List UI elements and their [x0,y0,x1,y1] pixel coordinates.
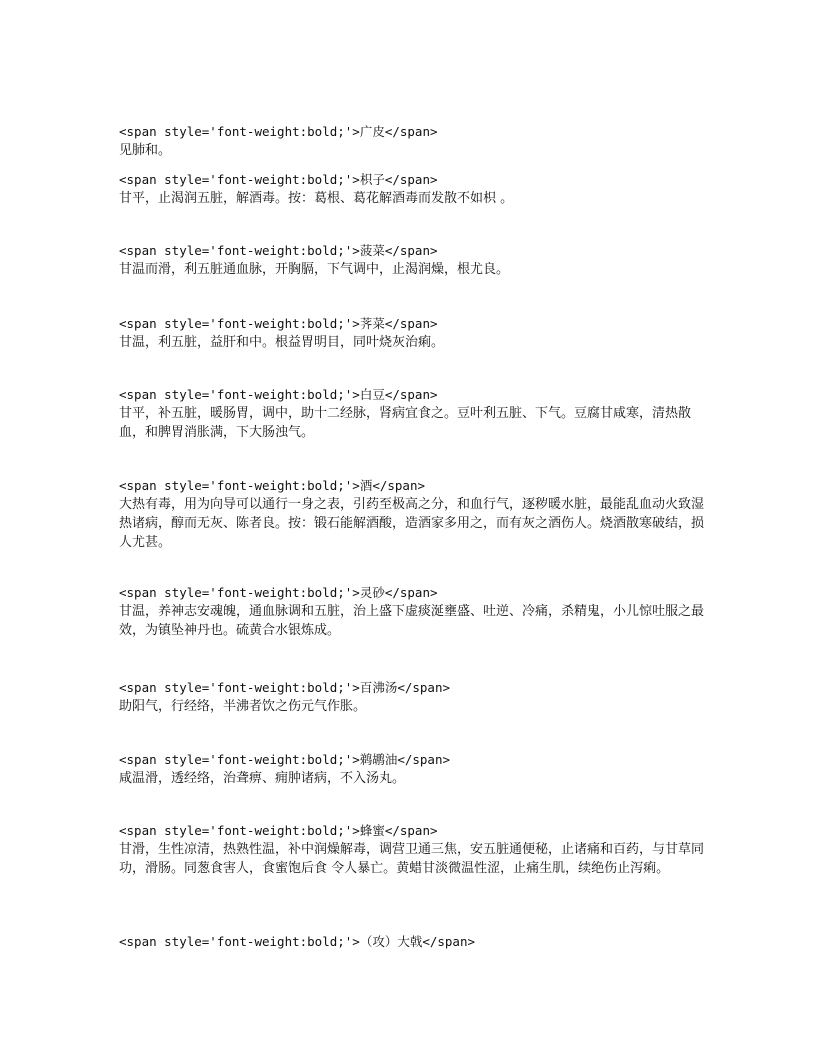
entry-body: 甘温，利五脏，益肝和中。根益胃明目，同叶烧灰治痢。 [119,335,445,350]
entry-lingsha [119,584,709,640]
entry-jicai [119,315,709,352]
entry-header: <span style='font-weight:bold;'>枳子</span> [119,172,438,187]
entry-body: 甘平，止渴润五脏，解酒毒。按：葛根、葛花解酒毒而发散不如枳 。 [119,191,514,206]
entry-header: <span style='font-weight:bold;'>白豆</span> [119,387,438,402]
entry-header: <span style='font-weight:bold;'>蜂蜜</span> [119,823,438,838]
entry-guangpi [119,123,709,160]
entry-baifeitang [119,679,709,716]
entry-header: <span style='font-weight:bold;'>百沸汤</span> [119,680,450,695]
entry-body: 甘温而滑，利五脏通血脉，开胸膈，下气调中，止渴润燥，根尤良。 [119,262,510,277]
entry-baidou [119,386,709,442]
entry-jiu [119,477,709,552]
entry-body: 见肺和。 [119,143,172,158]
entry-daji [119,933,709,951]
entry-body: 甘平，补五脏，暖肠胃，调中，助十二经脉，肾病宜食之。豆叶利五脏、下气。豆腐甘咸寒，清热散血，和脾胃消胀满，下大肠浊气。 [119,406,692,440]
entry-header: <span style='font-weight:bold;'>鹈鹕油</span> [119,752,450,767]
entry-body: 大热有毒，用为向导可以通行一身之表，引药至极高之分，和血行气，逐秽暖水脏，最能乱血动火致湿热诸病，醇而无灰、陈者良。按：锻石能解酒酸，造酒家多用之，而有灰之酒伤人。烧酒散寒破结，损人尤甚。 [119,497,705,550]
entry-header: <span style='font-weight:bold;'>酒</span> [119,478,425,493]
entry-header: <span style='font-weight:bold;'>灵砂</span> [119,585,438,600]
entry-body: 甘滑，生性凉清，热熟性温，补中润燥解毒，调营卫通三焦，安五脏通便秘，止诸痛和百药，与甘草同功，滑肠。同葱食害人，食蜜饱后食 令人暴亡。黄蜡甘淡微温性涩，止痛生肌，续绝伤止泻痢。 [119,842,705,876]
entry-fengmi [119,822,709,878]
entry-header: <span style='font-weight:bold;'>荠菜</span> [119,316,438,331]
entry-body: 甘温，养神志安魂魄，通血脉调和五脏，治上盛下虚痰涎壅盛、吐逆、冷痛，杀精鬼，小儿惊吐服之最效，为镇坠神丹也。硫黄合水银炼成。 [119,604,705,638]
entry-zhizi [119,171,709,208]
entry-tihuyou [119,751,709,788]
entry-body: 助阳气，行经络，半沸者饮之伤元气作胀。 [119,699,367,714]
entry-header: <span style='font-weight:bold;'>菠菜</span> [119,243,438,258]
entry-header: <span style='font-weight:bold;'>广皮</span> [119,124,438,139]
entry-body: 咸温滑，透经络，治聋痹、痈肿诸病，不入汤丸。 [119,771,406,786]
entry-bocai [119,242,709,279]
entry-header: <span style='font-weight:bold;'>（攻）大戟</span> [119,934,475,949]
